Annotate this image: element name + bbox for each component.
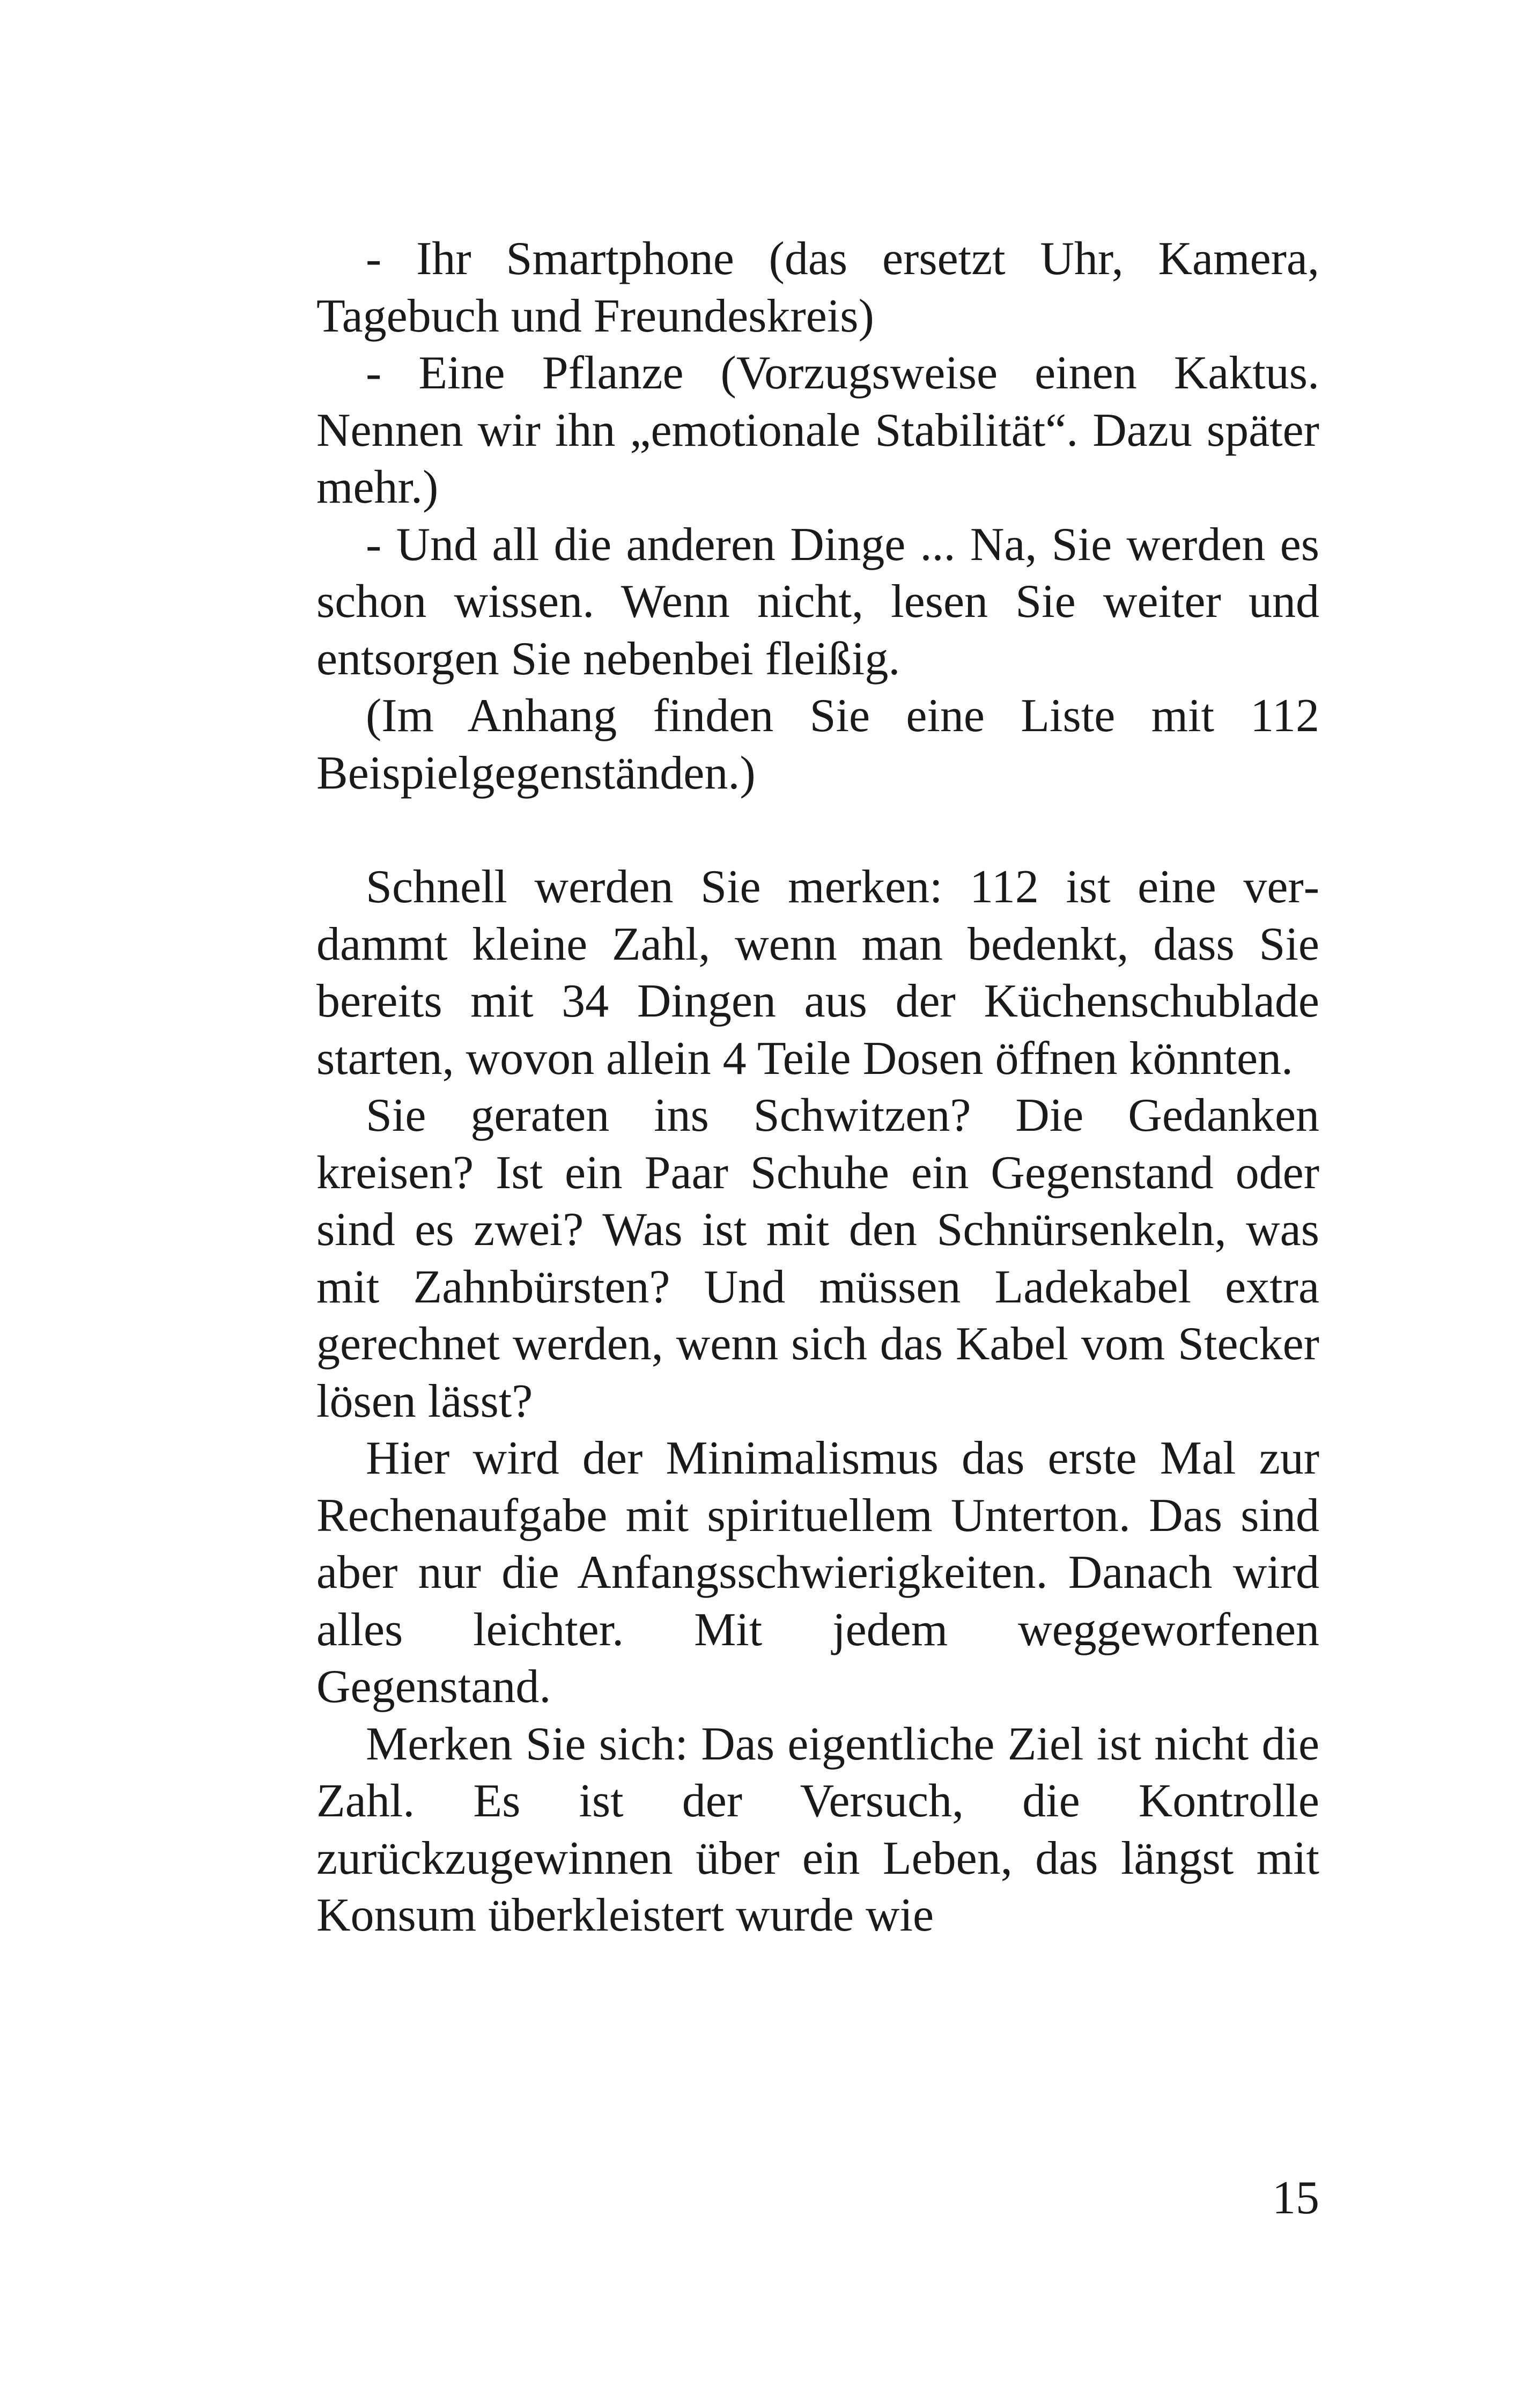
- paragraph-minimalismus: Hier wird der Minimalismus das erste Mal zur Rechenaufgabe mit spirituellem Unterton. Das sind aber nur die Anfangsschwierigkeiten. Danach wird alles leichter. Mit jedem weggeworfenen Gegenstand.: [316, 1432, 1319, 1713]
- paragraph-pflanze: - Eine Pflanze (Vorzugsweise einen Kaktus. Nennen wir ihn „emotionale Stabilität“. Dazu später mehr.): [316, 347, 1319, 513]
- body-text: [316, 231, 1319, 1945]
- paragraph-anhang: (Im Anhang finden Sie eine Liste mit 112 Beispielgegenständen.): [316, 690, 1319, 799]
- paragraph-andere-dinge: - Und all die anderen Dinge ... Na, Sie werden es schon wissen. Wenn nicht, lesen Sie weiter und entsorgen Sie nebenbei fleißig.: [316, 518, 1319, 685]
- paragraph-schwitzen: Sie geraten ins Schwitzen? Die Gedanken kreisen? Ist ein Paar Schuhe ein Gegenstand oder sind es zwei? Was ist mit den Schnürsenkeln, was mit Zahnbürsten? Und müssen Ladekabel extra gerechnet werden, wenn sich das Kabel vom Stecker lösen lässt?: [316, 1089, 1319, 1427]
- paragraph-schnell: Schnell werden Sie merken: 112 ist eine verdammt kleine Zahl, wenn man bedenkt, dass Sie bereits mit 34 Dingen aus der Küchenschublade starten, wovon allein 4 Teile Dosen öffnen könnten.: [316, 861, 1319, 1085]
- paragraph-merken: Merken Sie sich: Das eigentliche Ziel ist nicht die Zahl. Es ist der Versuch, die Kontrolle zurückzugewinnen über ein Leben, das längst mit Konsum überkleistert wurde wie: [316, 1718, 1319, 1941]
- page-number: 15: [1272, 2172, 1319, 2224]
- paragraph-smartphone: - Ihr Smartphone (das ersetzt Uhr, Kamera, Tagebuch und Freundeskreis): [316, 233, 1319, 342]
